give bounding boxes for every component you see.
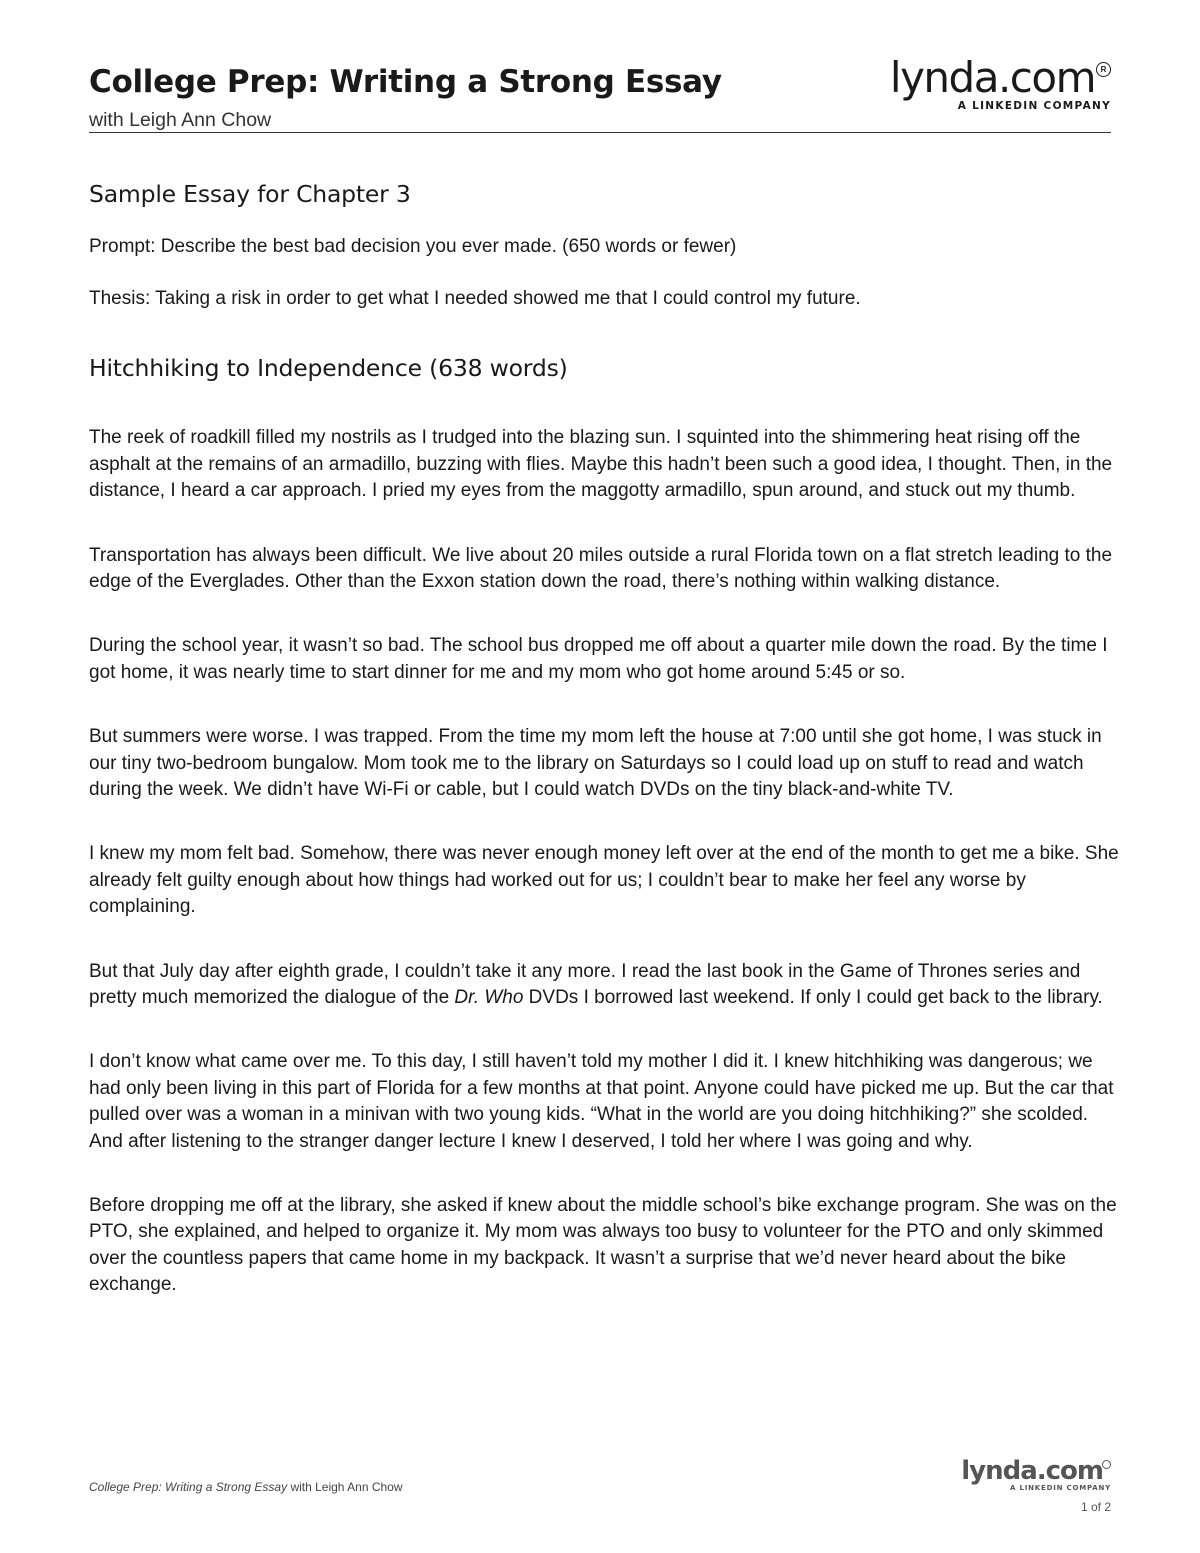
- footer-lynda-logo: [961, 1456, 1111, 1498]
- essay-thesis: Thesis: Taking a risk in order to get what I needed showed me that I could control my future.: [89, 287, 861, 309]
- page-header: [89, 53, 1111, 133]
- paragraph: I knew my mom felt bad. Somehow, there was never enough money left over at the end of the month to get me a bike. She already felt guilty enough about how things had worked out for us; I couldn’t bear to make her feel any worse by complaining.: [89, 843, 1119, 918]
- logo-wordmark: lynda.com: [889, 53, 1095, 102]
- lynda-logo: [889, 53, 1111, 120]
- document-body: [89, 180, 1119, 1337]
- document-title: College Prep: Writing a Strong Essay: [89, 64, 722, 100]
- registered-mark-icon: R: [1096, 62, 1111, 77]
- footer-logo-wordmark: lynda.com: [961, 1456, 1103, 1486]
- document-subtitle: with Leigh Ann Chow: [89, 109, 272, 131]
- paragraph: During the school year, it wasn’t so bad. The school bus dropped me off about a quarter mile down the road. By the time I got home, it was nearly time to start dinner for me and my mom who got home around 5:45 or so.: [89, 635, 1108, 683]
- italic-title: Dr. Who: [454, 986, 524, 1008]
- footer-logo-tagline: A LINKEDIN COMPANY: [1010, 1484, 1111, 1492]
- paragraph: But summers were worse. I was trapped. From the time my mom left the house at 7:00 until she got home, I was stuck in our tiny two-bedroom bungalow. Mom took me to the library on Saturdays so I could load up on stuff to read and watch during the week. We didn’t have Wi-Fi or cable, but I could watch DVDs on the tiny black-and-white TV.: [89, 726, 1102, 800]
- paragraph-with-italic: But that July day after eighth grade, I couldn’t take it any more. I read the last book in the Game of Thrones series and pretty much memorized the dialogue of the Dr. Who DVDs I borrowed last weekend. If only I could get back to the library.: [89, 960, 1103, 1008]
- footer-author: with Leigh Ann Chow: [290, 1480, 403, 1494]
- page-number: 1 of 2: [1080, 1500, 1111, 1514]
- footer-course-line: [89, 1480, 403, 1494]
- paragraph: I don’t know what came over me. To this day, I still haven’t told my mother I did it. I knew hitchhiking was dangerous; we had only been living in this part of Florida for a few months at that point. Anyone could have picked me up. But the car that pulled over was a woman in a minivan with two young kids. “What in the world are you doing hitchhiking?” she scolded. And after listening to the stranger danger lecture I knew I deserved, I told her where I was going and why.: [89, 1051, 1114, 1152]
- page-footer: [89, 1458, 1111, 1518]
- essay-prompt: Prompt: Describe the best bad decision you ever made. (650 words or fewer): [89, 236, 737, 257]
- essay-title: Hitchhiking to Independence (638 words): [89, 354, 568, 383]
- paragraph: Before dropping me off at the library, she asked if knew about the middle school’s bike exchange program. She was on the PTO, she explained, and helped to organize it. My mom was always too busy to volunteer for the PTO and only skimmed over the countless papers that came home in my backpack. It wasn’t a surprise that we’d never heard about the bike exchange.: [89, 1195, 1117, 1296]
- footer-registered-mark-icon: [1102, 1460, 1111, 1469]
- paragraph: Transportation has always been difficult. We live about 20 miles outside a rural Florida town on a flat stretch leading to the edge of the Everglades. Other than the Exxon station down the road, there’s nothing within walking distance.: [89, 544, 1113, 592]
- section-heading: Sample Essay for Chapter 3: [89, 180, 411, 208]
- paragraph: The reek of roadkill filled my nostrils as I trudged into the blazing sun. I squinted into the shimmering heat rising off the asphalt at the remains of an armadillo, buzzing with flies. Maybe this hadn’t been such a good idea, I thought. Then, in the distance, I heard a car approach. I pried my eyes from the maggotty armadillo, spun around, and stuck out my thumb.: [89, 427, 1113, 502]
- essay-text: [89, 425, 1119, 1298]
- logo-tagline: A LINKEDIN COMPANY: [957, 100, 1111, 112]
- footer-course-title: College Prep: Writing a Strong Essay: [89, 1480, 288, 1494]
